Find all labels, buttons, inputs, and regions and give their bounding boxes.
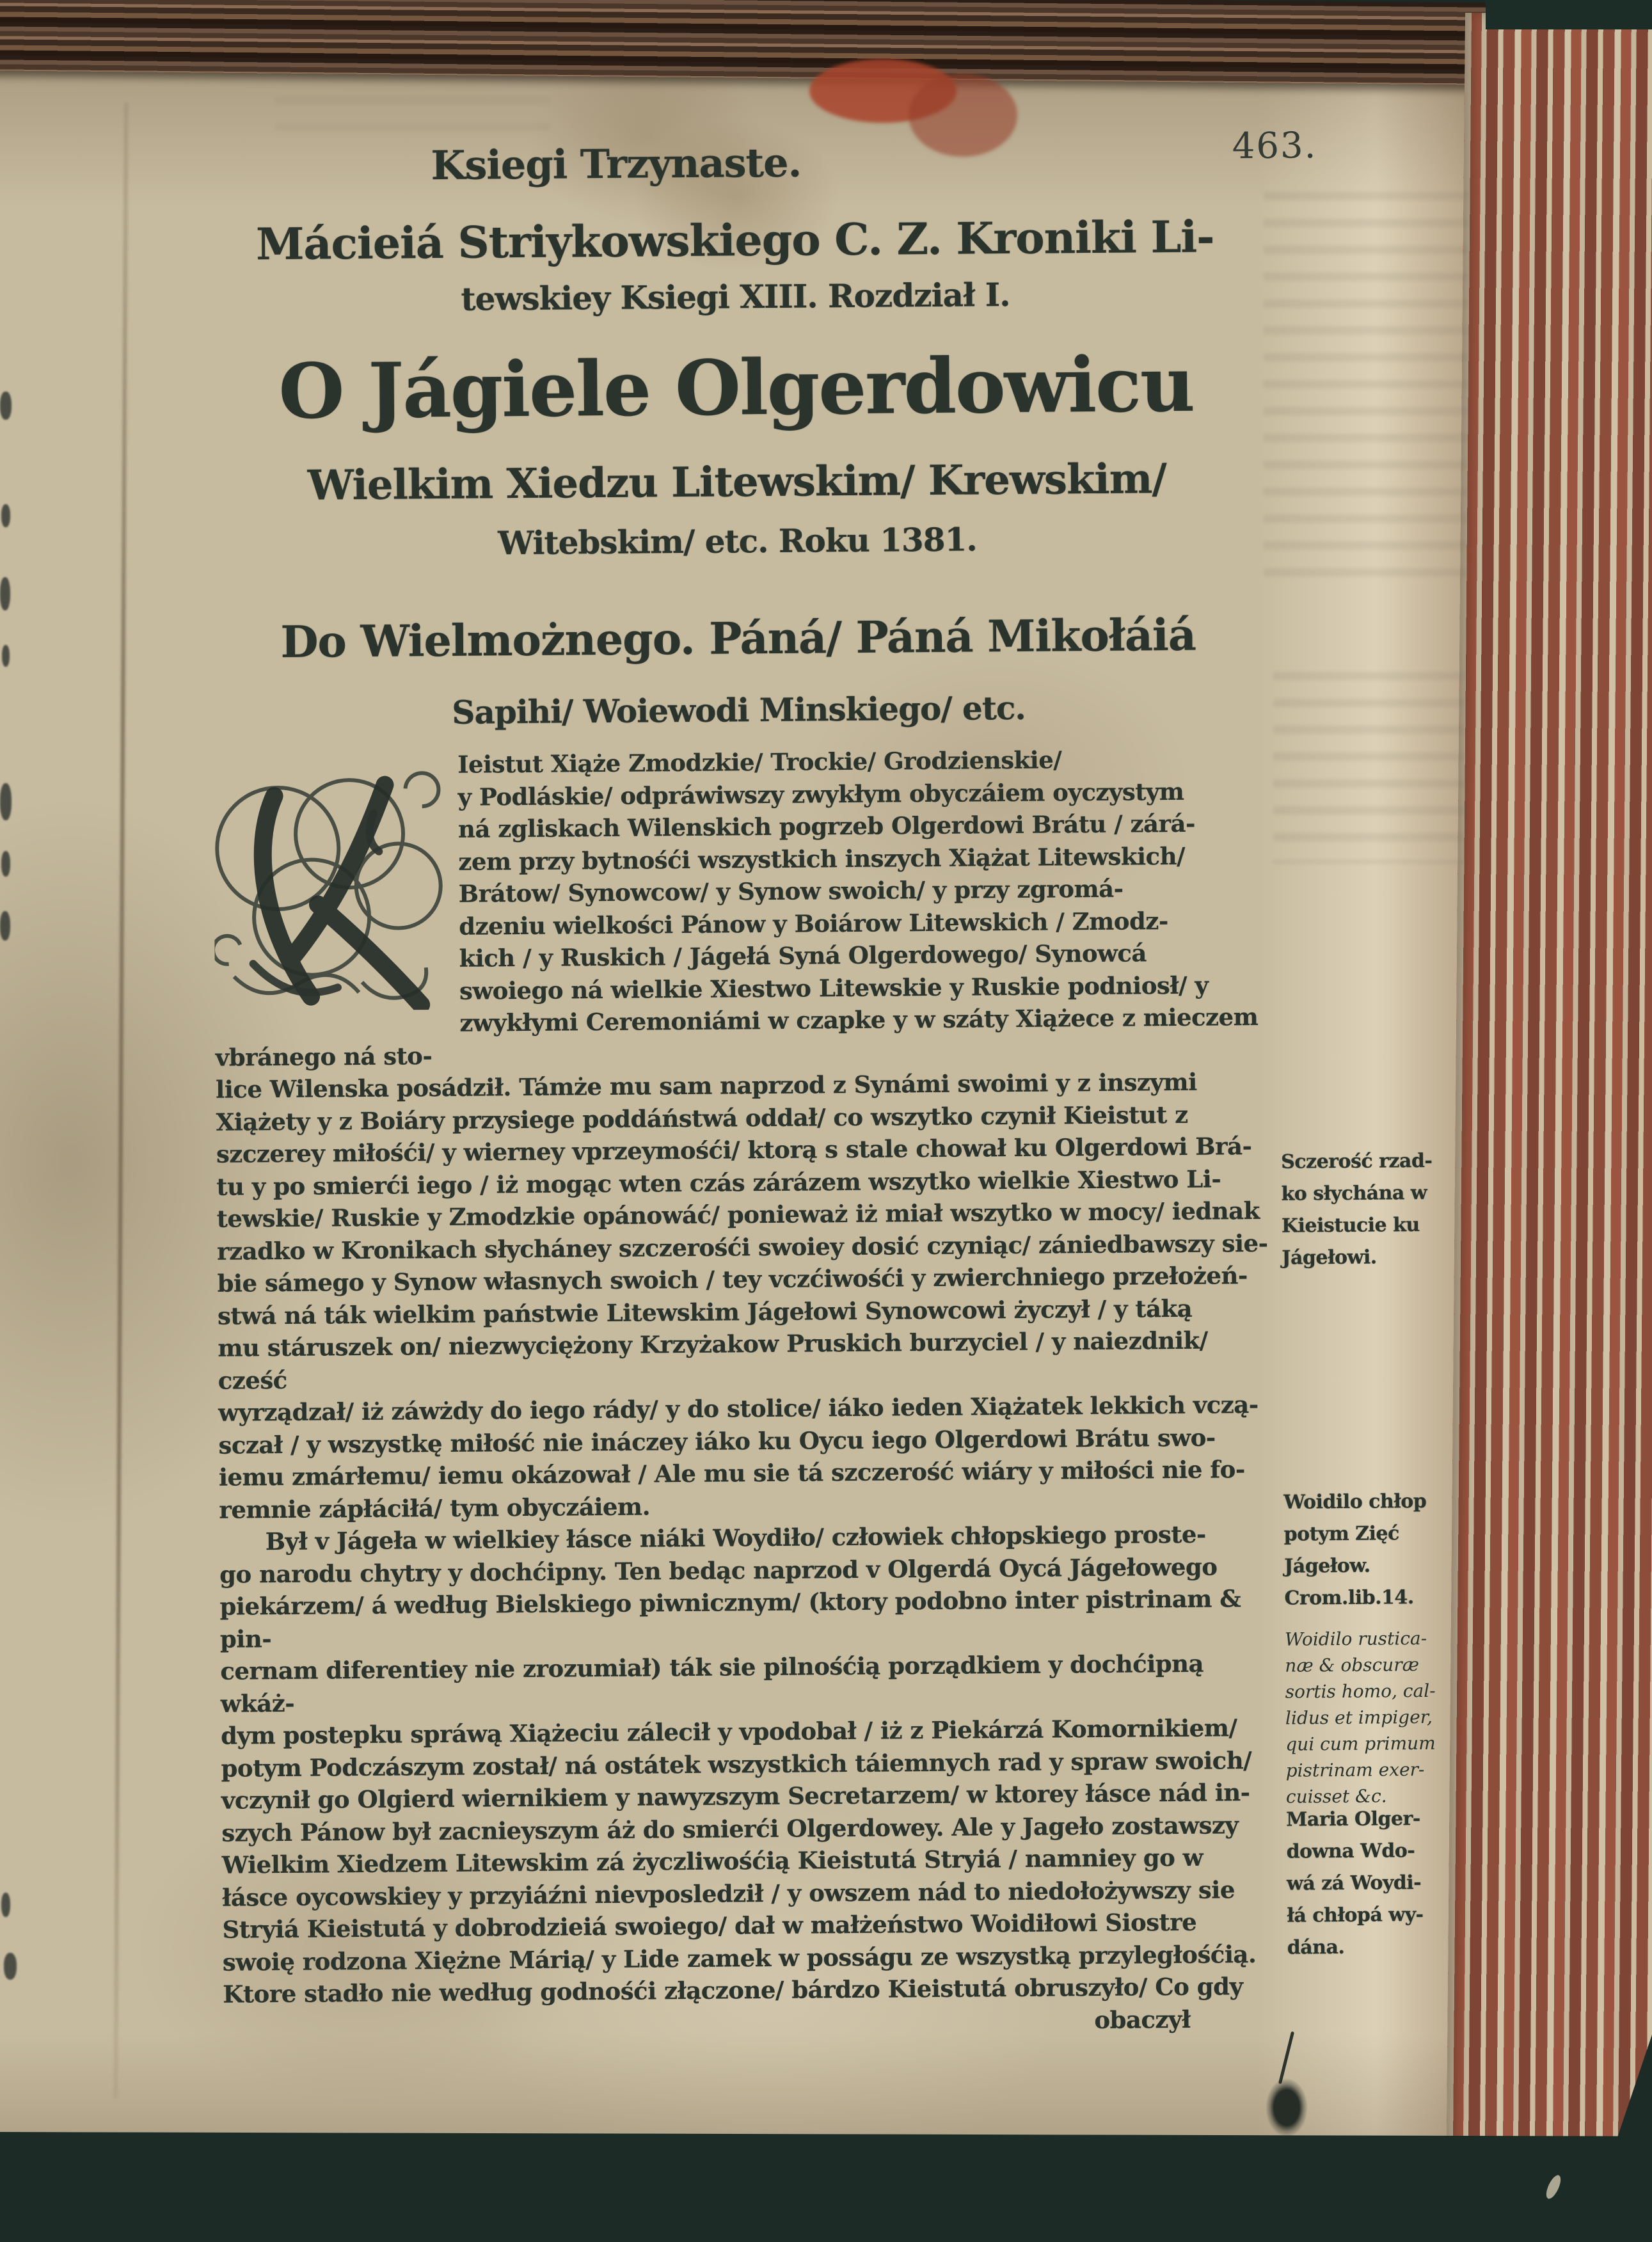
body-text xyxy=(213,742,1287,2043)
body-paragraph-2: Był v Jágeła w wielkiey łásce niáki Woydiło/ człowiek chłopskiego proste- go narodu chytry y dochćipny. Ten bedąc naprzod v Olgerdá Oycá Jágełowego piekárzem/ á według Bielskiego piwnicznym/ (ktory podobno inter pistrinam & pin- cernam diferentiey nie zrozumiał) ták sie pilnośćią porządkiem y dochćipną wkáż- dym postepku spráwą Xiążeciu zálecił y vpodobał / iż z Piekárzá Komornikiem/ potym Podczászym został/ ná ostátek wszystkich táiemnych rad y spraw swoich/ vczynił go Olgierd wiernikiem y nawyzszym Secretarzem/ w ktorey łásce nád in- szych Pánow był zacnieyszym áż do smierći Olgerdowey. Ale y Jageło zostawszy Wielkim Xiedzem Litewskim zá życzliwośćią Kieistutá Stryiá / namniey go w łásce oycowskiey y przyiáźni nievposledził / y owszem nád to niedołożywszy sie Stryiá Kieistutá y dobrodzieiá swoiego/ dał w małżeństwo Woidiłowi Siostre swoię rodzona Xiężne Márią/ y Lide zamek w posságu ze wszystką przyległośćią. Ktore stadło nie według godnośći złączone/ bárdzo Kieistutá obruszyło/ Co gdy xyxy=(219,1520,1257,2008)
margin-note-maria: Maria Olger- downa Wdo- wá zá Woydi- łá chłopá wy- dána. xyxy=(1286,1808,1424,1959)
chapter-title: O Jágiele Olgerdowicu xyxy=(278,339,1195,436)
chapter-subtitle-1: Wielkim Xiedzu Litewskim/ Krewskim/ xyxy=(307,455,1167,510)
margin-note-woidilo: Woidilo chłop potym Zięć Jágełow. Crom.lib.14. xyxy=(1283,1490,1427,1610)
dedication-line1: Do Wielmożnego. Páná/ Páná Mikołáiá xyxy=(280,609,1196,668)
running-title: Ksiegi Trzynaste. xyxy=(431,139,802,189)
drop-cap-flourish xyxy=(213,751,447,1012)
chapter-subtitle-2: Witebskim/ etc. Roku 1381. xyxy=(498,520,977,562)
margin-note-latin-cromer: Woidilo rustica- næ & obscuræ sortis homo, cal- lidus et impiger, qui cum primum pistrinam exer- cuisset &c. xyxy=(1284,1627,1436,1808)
chapter-heading-line1: Mácieiá Striykowskiego C. Z. Kroniki Li- xyxy=(255,211,1214,271)
page-number: 463. xyxy=(1232,125,1317,168)
body-paragraph-1: Ieistut Xiąże Zmodzkie/ Trockie/ Grodzienskie/ y Podláskie/ odpráwiwszy zwykłym obyczáiem oyczystym ná zgliskach Wilenskich pogrzeb Olgerdowi Brátu / zárá- zem przy bytnośći wszystkich inszych Xiążat Litewskich/ Brátow/ Synowcow/ y Synow swoich/ y przy zgromá- dzeniu wielkości Pánow y Boiárow Litewskich / Zmodz- kich / y Ruskich / Jágełá Syná Olgerdowego/ Synowcá swoiego ná wielkie Xiestwo Litewskie y Ruskie podniosł/ y zwykłymi Ceremoniámi w czapke y w száty Xiążece z mieczem vbránego ná sto- lice Wilenska posádził. Támże mu sam naprzod z Synámi swoimi y z inszymi Xiążety y z Boiáry przysiege poddáństwá oddał/ co wszytko czynił Kieistut z szczerey miłośći/ y wierney vprzeymośći/ ktorą s stale chował ku Olgerdowi Brá- tu y po smierći iego / iż mogąc wten czás zárázem wszytko wielkie Xiestwo Li- tewskie/ Ruskie y Zmodzkie opánowáć/ ponieważ iż miał wszytko w mocy/ iednak rzadko w Kronikach słycháney szczerośći swoiey dosić czyniąc/ zániedbawszy sie- bie sámego y Synow własnych swoich / tey vczćiwośći y zwierchniego przełożeń- stwá ná ták wielkim państwie Litewskim Jágełowi Synowcowi życzył / y táką mu stáruszek on/ niezwyciężony Krzyżakow Pruskich burzyciel / y naiezdnik/ cześć wyrządzał/ iż záwżdy do iego rády/ y do stolice/ iáko ieden Xiążatek lekkich vczą- sczał / y wszystkę miłość nie ináczey iáko ku Oycu iego Olgerdowi Brátu swo- iemu zmárłemu/ iemu okázował / Ale mu sie tá szczerość wiáry y miłości nie fo- remnie zápłáciłá/ tym obyczáiem. xyxy=(215,745,1268,1524)
body-catch-line: obaczył xyxy=(1094,2005,1191,2034)
chapter-heading-line2: tewskiey Ksiegi XIII. Rozdział I. xyxy=(461,275,1010,318)
drop-cap-initial xyxy=(213,751,447,1012)
dedication-line2: Sapihi/ Woiewodi Minskiego/ etc. xyxy=(452,688,1026,731)
margin-note-sincerity: Sczerość rzad- ko słychána w Kieistucie ku Jágełowi. xyxy=(1281,1149,1433,1269)
